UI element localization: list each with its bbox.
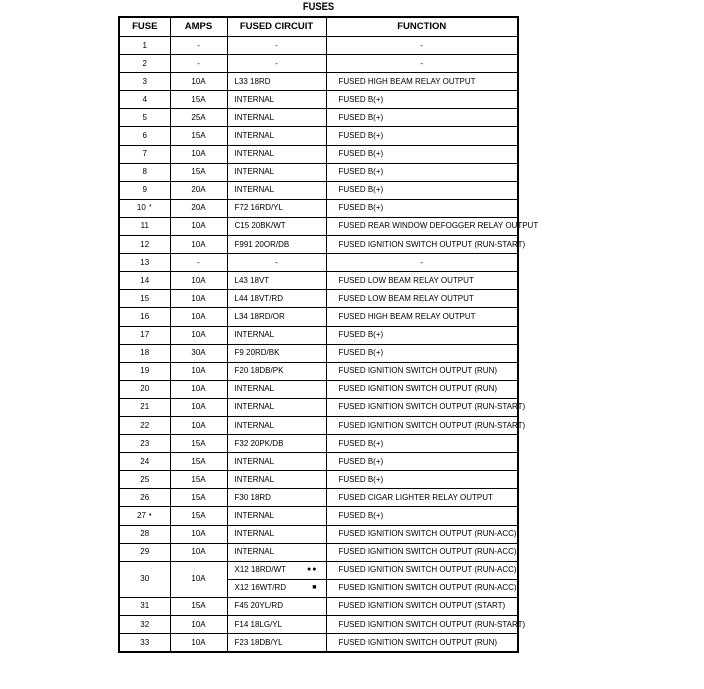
fused-circuit: INTERNAL xyxy=(227,416,326,434)
fused-circuit: L33 18RD xyxy=(227,73,326,91)
fused-circuit: INTERNAL xyxy=(227,471,326,489)
fuse-number: 5 xyxy=(142,112,147,122)
fused-circuit: L43 18VT xyxy=(227,272,326,290)
fuse-number-cell xyxy=(119,597,170,615)
fuse-function: FUSED REAR WINDOW DEFOGGER RELAY OUTPUT xyxy=(326,217,518,235)
table-row xyxy=(119,91,518,109)
fuse-function: FUSED LOW BEAM RELAY OUTPUT xyxy=(326,272,518,290)
table-row xyxy=(119,109,518,127)
fuse-number: 23 xyxy=(140,438,150,448)
fused-circuit: F14 18LG/YL xyxy=(227,616,326,634)
fused-circuit: F23 18DB/YL xyxy=(227,634,326,653)
fuse-number-cell xyxy=(119,435,170,453)
fuse-number: 1 xyxy=(142,40,147,50)
fused-circuit: INTERNAL xyxy=(227,163,326,181)
table-row xyxy=(119,181,518,199)
fuse-function: FUSED B(+) xyxy=(326,145,518,163)
fuse-amps: 10A xyxy=(170,543,227,561)
fuse-number-cell xyxy=(119,181,170,199)
table-header-row xyxy=(119,17,518,37)
fuse-number-cell xyxy=(119,507,170,525)
table-row xyxy=(119,507,518,525)
fuse-function: FUSED IGNITION SWITCH OUTPUT (RUN) xyxy=(326,380,518,398)
fuse-number: 32 xyxy=(140,619,150,629)
fuse-number-cell xyxy=(119,55,170,73)
fuse-number: 2 xyxy=(142,58,147,68)
fuse-amps: 15A xyxy=(170,435,227,453)
fuse-amps: 15A xyxy=(170,91,227,109)
fuse-amps: - xyxy=(170,254,227,272)
header-fuse: FUSE xyxy=(119,17,170,37)
fuse-number-cell xyxy=(119,525,170,543)
fuse-number-cell xyxy=(119,199,170,217)
fuse-function: FUSED IGNITION SWITCH OUTPUT (RUN-ACC) xyxy=(326,579,518,597)
fuse-amps: 15A xyxy=(170,507,227,525)
fuse-number: 24 xyxy=(140,456,150,466)
fuse-number: 8 xyxy=(142,167,147,177)
fused-circuit: INTERNAL xyxy=(227,127,326,145)
fuse-function: FUSED B(+) xyxy=(326,326,518,344)
fuse-amps: 20A xyxy=(170,199,227,217)
fuse-function: FUSED IGNITION SWITCH OUTPUT (RUN-ACC) xyxy=(326,525,518,543)
fuse-function: - xyxy=(326,55,518,73)
fuse-function: FUSED B(+) xyxy=(326,199,518,217)
fuse-number-cell xyxy=(119,471,170,489)
fuse-number-cell xyxy=(119,145,170,163)
table-row xyxy=(119,163,518,181)
fuse-number-cell xyxy=(119,634,170,653)
fuse-number-cell xyxy=(119,91,170,109)
fuse-number-cell xyxy=(119,308,170,326)
fuse-function: FUSED HIGH BEAM RELAY OUTPUT xyxy=(326,73,518,91)
fuse-number: 14 xyxy=(140,275,150,285)
table-row xyxy=(119,561,518,579)
fuse-amps: 10A xyxy=(170,398,227,416)
fused-circuit: INTERNAL xyxy=(227,326,326,344)
fused-circuit: - xyxy=(227,55,326,73)
fuse-number: 16 xyxy=(140,311,150,321)
fuse-amps: 10A xyxy=(170,380,227,398)
header-function: FUNCTION xyxy=(326,17,518,37)
fuse-number-cell xyxy=(119,416,170,434)
fuse-function: FUSED LOW BEAM RELAY OUTPUT xyxy=(326,290,518,308)
fuse-number: 17 xyxy=(140,330,150,340)
header-amps: AMPS xyxy=(170,17,227,37)
fuse-number-cell xyxy=(119,489,170,507)
fuse-number-cell xyxy=(119,344,170,362)
fuse-number-cell xyxy=(119,127,170,145)
fuse-number: 29 xyxy=(140,547,150,557)
fuse-number: 10 xyxy=(136,203,146,213)
fuse-amps: - xyxy=(170,37,227,55)
fuse-amps: 10A xyxy=(170,416,227,434)
fuse-function: FUSED IGNITION SWITCH OUTPUT (RUN-START) xyxy=(326,236,518,254)
fuses-table-body xyxy=(119,37,539,653)
fuse-amps: 20A xyxy=(170,181,227,199)
fuse-function: FUSED IGNITION SWITCH OUTPUT (RUN) xyxy=(326,362,518,380)
fused-circuit: C15 20BK/WT xyxy=(227,217,326,235)
fused-circuit: INTERNAL xyxy=(227,543,326,561)
fuse-number: 21 xyxy=(140,402,150,412)
table-row xyxy=(119,272,518,290)
fuse-number: 3 xyxy=(142,76,147,86)
fuse-function: FUSED B(+) xyxy=(326,453,518,471)
fuse-amps: 10A xyxy=(170,362,227,380)
fuse-number: 19 xyxy=(140,366,150,376)
fuse-function: FUSED HIGH BEAM RELAY OUTPUT xyxy=(326,308,518,326)
fused-circuit: - xyxy=(227,37,326,55)
table-row xyxy=(119,489,518,507)
fuse-number-cell xyxy=(119,398,170,416)
fuse-amps: 10A xyxy=(170,217,227,235)
table-row xyxy=(119,127,518,145)
fuse-number: 6 xyxy=(142,131,147,141)
fuse-number-cell xyxy=(119,616,170,634)
fuse-amps: 10A xyxy=(170,525,227,543)
table-row xyxy=(119,380,518,398)
fused-circuit: - xyxy=(227,254,326,272)
fused-circuit: INTERNAL xyxy=(227,145,326,163)
fused-circuit: INTERNAL xyxy=(227,380,326,398)
fuse-function: FUSED B(+) xyxy=(326,163,518,181)
fuse-function: FUSED IGNITION SWITCH OUTPUT (RUN-START) xyxy=(326,398,518,416)
fused-circuit-cell xyxy=(227,561,326,579)
fuse-number: 26 xyxy=(140,492,150,502)
fused-circuit: F45 20YL/RD xyxy=(227,597,326,615)
table-row xyxy=(119,199,518,217)
page-title: FUSES xyxy=(302,1,335,13)
fuse-marker: • xyxy=(148,511,153,519)
circuit-marker: ●● xyxy=(307,566,318,574)
fuse-number-cell xyxy=(119,272,170,290)
fuse-number: 15 xyxy=(140,293,150,303)
fuse-function: FUSED IGNITION SWITCH OUTPUT (START) xyxy=(326,597,518,615)
fuse-number: 11 xyxy=(140,221,149,231)
table-row xyxy=(119,254,518,272)
table-row xyxy=(119,308,518,326)
fuse-amps: 10A xyxy=(170,272,227,290)
fused-circuit: INTERNAL xyxy=(227,109,326,127)
table-row xyxy=(119,290,518,308)
fuse-amps: 15A xyxy=(170,471,227,489)
fuse-function: FUSED B(+) xyxy=(326,127,518,145)
fuse-amps: 30A xyxy=(170,344,227,362)
fuse-amps: 10A xyxy=(170,616,227,634)
fused-circuit: F9 20RD/BK xyxy=(227,344,326,362)
fuse-number: 20 xyxy=(140,384,150,394)
fuse-function: FUSED IGNITION SWITCH OUTPUT (RUN-ACC) xyxy=(326,561,518,579)
fuse-function: FUSED B(+) xyxy=(326,471,518,489)
fuse-number-cell xyxy=(119,362,170,380)
fuse-number: 27 xyxy=(137,510,146,520)
table-row xyxy=(119,453,518,471)
table-row xyxy=(119,236,518,254)
table-row xyxy=(119,634,518,653)
fuse-amps: 10A xyxy=(170,145,227,163)
fused-circuit: F32 20PK/DB xyxy=(227,435,326,453)
fuse-number-cell xyxy=(119,380,170,398)
fuse-amps: 10A xyxy=(170,290,227,308)
table-row xyxy=(119,398,518,416)
table-row xyxy=(119,597,518,615)
table-row xyxy=(119,543,518,561)
table-row xyxy=(119,362,518,380)
fuse-number-cell xyxy=(119,326,170,344)
fuse-amps: 15A xyxy=(170,489,227,507)
fuse-function: FUSED IGNITION SWITCH OUTPUT (RUN) xyxy=(326,634,518,653)
fused-circuit: F991 20OR/DB xyxy=(227,236,326,254)
fuse-amps: 10A xyxy=(170,236,227,254)
table-row xyxy=(119,326,518,344)
fuse-marker: * xyxy=(148,204,153,212)
fuse-number: 33 xyxy=(140,637,150,647)
fuse-function: FUSED B(+) xyxy=(326,109,518,127)
fused-circuit: INTERNAL xyxy=(227,91,326,109)
fuse-amps: 10A xyxy=(170,308,227,326)
fuse-function: FUSED B(+) xyxy=(326,91,518,109)
fuse-function: FUSED IGNITION SWITCH OUTPUT (RUN-START) xyxy=(326,616,518,634)
fuse-amps: 10A xyxy=(170,73,227,91)
fuse-function: FUSED B(+) xyxy=(326,344,518,362)
fuse-amps: 15A xyxy=(170,453,227,471)
fuse-function: - xyxy=(326,37,518,55)
table-row xyxy=(119,416,518,434)
fuse-number: 25 xyxy=(140,474,150,484)
fuse-number: 13 xyxy=(140,257,150,267)
fused-circuit: L44 18VT/RD xyxy=(227,290,326,308)
fuse-function: FUSED B(+) xyxy=(326,507,518,525)
table-row xyxy=(119,471,518,489)
fused-circuit: X12 16WT/RD xyxy=(234,583,287,593)
fuse-number-cell xyxy=(119,290,170,308)
fuse-function: FUSED B(+) xyxy=(326,181,518,199)
fused-circuit: INTERNAL xyxy=(227,525,326,543)
fuse-function: FUSED B(+) xyxy=(326,435,518,453)
fused-circuit: INTERNAL xyxy=(227,398,326,416)
fuse-amps: 15A xyxy=(170,127,227,145)
fuse-number: 18 xyxy=(140,348,150,358)
fuse-number-cell xyxy=(119,453,170,471)
fuse-number-cell xyxy=(119,109,170,127)
fused-circuit: X12 18RD/WT xyxy=(234,565,287,575)
table-row xyxy=(119,37,518,55)
fuse-number: 30 xyxy=(119,561,170,597)
fused-circuit-cell xyxy=(227,579,326,597)
fuse-number: 7 xyxy=(142,149,147,159)
fused-circuit: F20 18DB/PK xyxy=(227,362,326,380)
fuse-number-cell xyxy=(119,163,170,181)
fuse-function: FUSED CIGAR LIGHTER RELAY OUTPUT xyxy=(326,489,518,507)
fuse-number: 9 xyxy=(142,185,147,195)
fuse-number-cell xyxy=(119,236,170,254)
table-row xyxy=(119,525,518,543)
fuse-amps: 15A xyxy=(170,597,227,615)
fuse-amps: 15A xyxy=(170,163,227,181)
table-row xyxy=(119,344,518,362)
fuse-amps: 10A xyxy=(170,561,227,597)
fused-circuit: F72 16RD/YL xyxy=(227,199,326,217)
fused-circuit: INTERNAL xyxy=(227,181,326,199)
fuse-number: 4 xyxy=(142,94,147,104)
header-fused-circuit: FUSED CIRCUIT xyxy=(227,17,326,37)
fuse-amps: 25A xyxy=(170,109,227,127)
fused-circuit: L34 18RD/OR xyxy=(227,308,326,326)
fuse-number-cell xyxy=(119,254,170,272)
table-row xyxy=(119,217,518,235)
table-row xyxy=(119,145,518,163)
fuse-number-cell xyxy=(119,73,170,91)
fuse-number-cell xyxy=(119,543,170,561)
fuses-table xyxy=(118,16,539,653)
fuse-function: FUSED IGNITION SWITCH OUTPUT (RUN-START) xyxy=(326,416,518,434)
fuse-number: 12 xyxy=(140,239,150,249)
fuse-amps: - xyxy=(170,55,227,73)
table-row xyxy=(119,616,518,634)
fuse-number: 28 xyxy=(140,529,150,539)
table-row xyxy=(119,435,518,453)
fused-circuit: INTERNAL xyxy=(227,453,326,471)
fuse-number-cell xyxy=(119,37,170,55)
fuse-number-cell xyxy=(119,217,170,235)
circuit-marker: ■ xyxy=(312,584,318,592)
table-row xyxy=(119,73,518,91)
fuse-amps: 10A xyxy=(170,634,227,653)
fused-circuit: F30 18RD xyxy=(227,489,326,507)
fuse-amps: 10A xyxy=(170,326,227,344)
fuse-number: 31 xyxy=(140,601,150,611)
fuse-number: 22 xyxy=(140,420,150,430)
fuse-function: - xyxy=(326,254,518,272)
fused-circuit: INTERNAL xyxy=(227,507,326,525)
fuse-function: FUSED IGNITION SWITCH OUTPUT (RUN-ACC) xyxy=(326,543,518,561)
table-row xyxy=(119,55,518,73)
